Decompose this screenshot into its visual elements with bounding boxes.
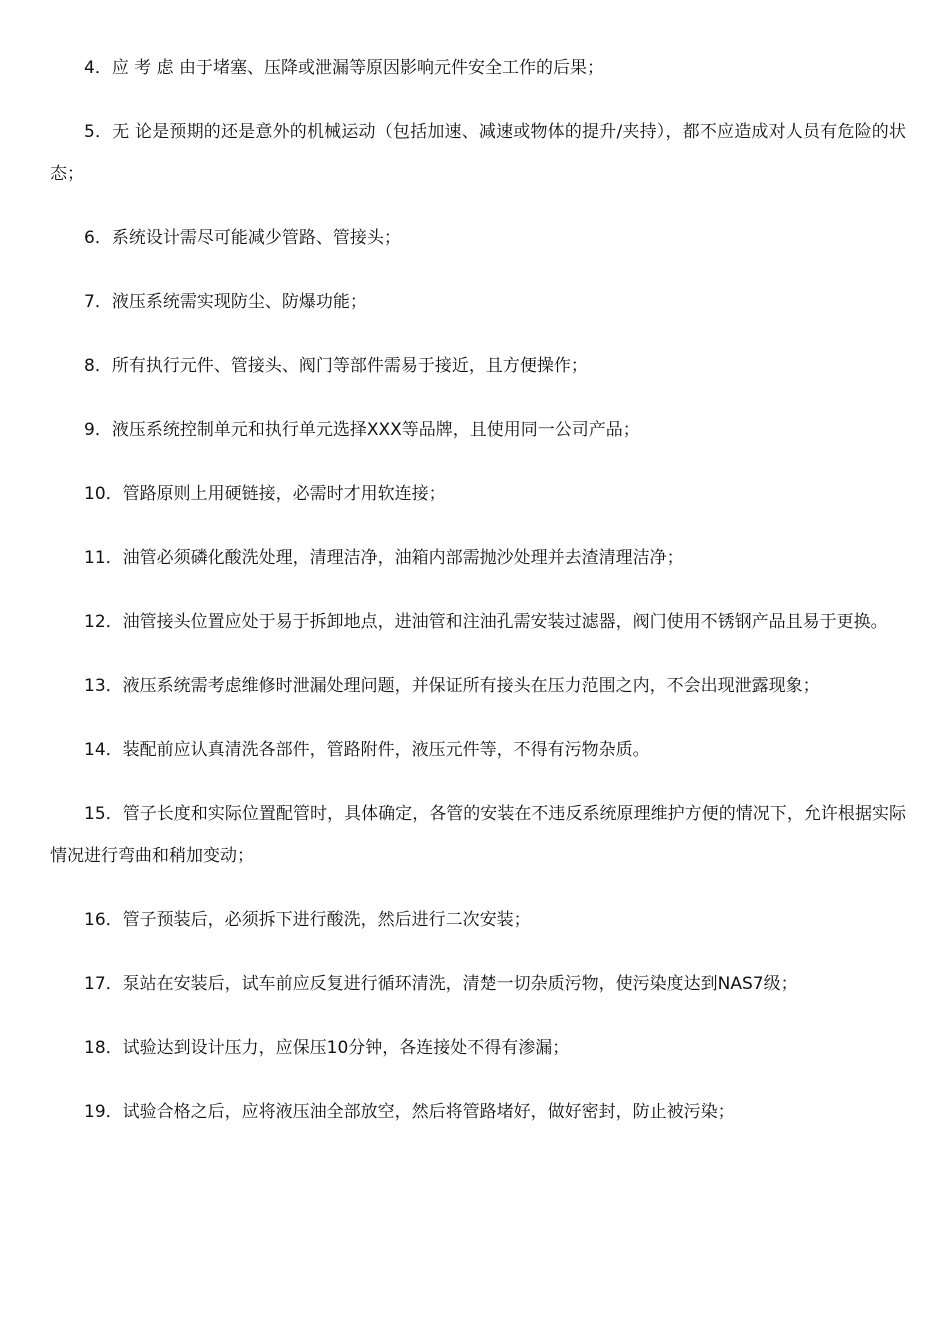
item-text: 应 考 虑 由于堵塞、压降或泄漏等原因影响元件安全工作的后果；	[111, 58, 605, 78]
list-item	[50, 1091, 906, 1133]
item-number: 16．	[84, 910, 123, 930]
item-text: 试验合格之后，应将液压油全部放空，然后将管路堵好，做好密封，防止被污染；	[122, 1102, 735, 1122]
item-text: 油管必须磷化酸洗处理，清理洁净，油箱内部需抛沙处理并去渣清理洁净；	[122, 548, 684, 568]
item-text: 试验达到设计压力，应保压10分钟，各连接处不得有渗漏；	[122, 1038, 570, 1058]
item-number: 19．	[84, 1102, 123, 1122]
item-text: 液压系统控制单元和执行单元选择XXX等品牌，且使用同一公司产品；	[111, 420, 640, 440]
item-number: 11．	[84, 548, 123, 568]
item-text: 油管接头位置应处于易于拆卸地点，进油管和注油孔需安装过滤器，阀门使用不锈钢产品且易于更换。	[122, 612, 888, 632]
item-text: 管子长度和实际位置配管时，具体确定，各管的安装在不违反系统原理维护方便的情况下，允许根据实际情况进行弯曲和稍加变动；	[50, 804, 907, 866]
item-number: 14．	[84, 740, 123, 760]
item-text: 液压系统需考虑维修时泄漏处理问题，并保证所有接头在压力范围之内，不会出现泄露现象；	[122, 676, 820, 696]
item-number: 13．	[84, 676, 123, 696]
item-text: 所有执行元件、管接头、阀门等部件需易于接近，且方便操作；	[111, 356, 588, 376]
list-item	[50, 537, 906, 579]
list-item	[50, 899, 906, 941]
item-number: 12．	[84, 612, 123, 632]
list-item	[50, 729, 906, 771]
item-number: 7．	[84, 292, 112, 312]
list-item	[50, 963, 906, 1005]
item-number: 5．	[84, 122, 113, 142]
item-text: 泵站在安装后，试车前应反复进行循环清洗，清楚一切杂质污物，使污染度达到NAS7级；	[122, 974, 798, 994]
item-text: 系统设计需尽可能减少管路、管接头；	[111, 228, 401, 248]
list-item	[50, 217, 906, 259]
list-item	[50, 409, 906, 451]
list-item	[50, 47, 906, 89]
item-number: 18．	[84, 1038, 123, 1058]
item-number: 8．	[84, 356, 112, 376]
item-text: 管子预装后，必须拆下进行酸洗，然后进行二次安装；	[122, 910, 531, 930]
item-number: 4．	[84, 58, 112, 78]
item-number: 15．	[84, 804, 123, 824]
item-number: 17．	[84, 974, 123, 994]
item-text: 液压系统需实现防尘、防爆功能；	[111, 292, 367, 312]
item-number: 6．	[84, 228, 112, 248]
list-item	[50, 281, 906, 323]
item-text: 管路原则上用硬链接，必需时才用软连接；	[122, 484, 446, 504]
list-item	[50, 1027, 906, 1069]
list-item	[50, 601, 906, 643]
list-item	[50, 793, 906, 877]
item-text: 装配前应认真清洗各部件，管路附件，液压元件等，不得有污物杂质。	[122, 740, 650, 760]
item-text: 无 论是预期的还是意外的机械运动（包括加速、减速或物体的提升/夹持），都不应造成对人员有危险的状态；	[50, 122, 906, 184]
item-number: 9．	[84, 420, 112, 440]
list-item	[50, 111, 906, 195]
list-item	[50, 665, 906, 707]
list-item	[50, 473, 906, 515]
document-body	[50, 47, 906, 1155]
list-item	[50, 345, 906, 387]
item-number: 10．	[84, 484, 123, 504]
